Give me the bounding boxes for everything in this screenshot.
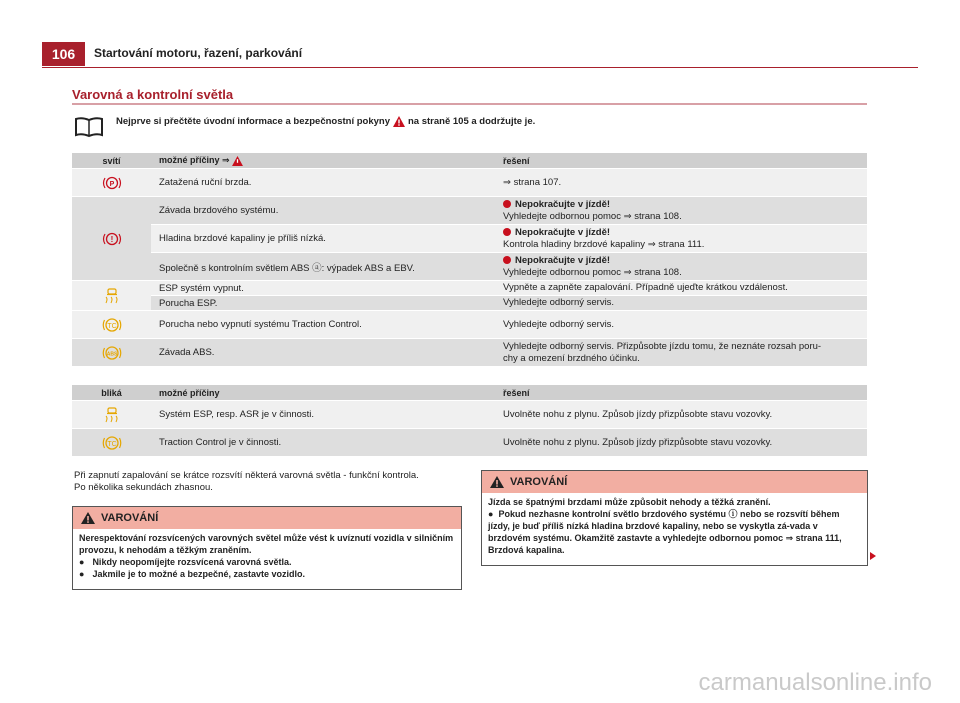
table-row: Hladina brzdové kapaliny je příliš nízká. Nepokračujte v jízdě! Kontrola hladiny brzdové kapaliny ⇒ strana 111.	[151, 225, 867, 253]
continue-arrow-icon	[870, 552, 876, 560]
open-book-icon	[74, 116, 104, 138]
chapter-title: Startování motoru, řazení, parkování	[94, 46, 303, 60]
table-row: ESP systém vypnut. Vypněte a zapněte zapalování. Případně ujeďte krátkou vzdálenost.	[151, 281, 867, 296]
intro-text: Nejprve si přečtěte úvodní informace a bezpečnostní pokyny na straně 105 a dodržujte je.	[116, 116, 536, 127]
warning-triangle-icon	[81, 512, 95, 524]
table-row: Závada brzdového systému. Nepokračujte v jízdě! Vyhledejte odbornou pomoc ⇒ strana 108.	[151, 197, 867, 225]
esp-icon	[103, 287, 121, 305]
stop-icon	[503, 228, 511, 236]
table-row: Společně s kontrolním světlem ABS ⓐ: výpadek ABS a EBV. Nepokračujte v jízdě! Vyhledejte odbornou pomoc ⇒ strana 108.	[151, 253, 867, 281]
traction-control-icon	[102, 317, 122, 333]
header-divider	[42, 67, 918, 68]
table-lights-on	[72, 153, 867, 367]
section-title: Varovná a kontrolní světla	[72, 87, 234, 102]
traction-control-icon	[102, 435, 122, 451]
section-divider	[72, 103, 867, 105]
table-header: bliká možné příčiny řešení	[72, 385, 867, 401]
table-row: Porucha ESP. Vyhledejte odborný servis.	[151, 296, 867, 311]
stop-icon	[503, 256, 511, 264]
warning-triangle-icon	[490, 476, 504, 488]
svg-text:TC: TC	[106, 322, 117, 330]
brake-group	[72, 197, 867, 281]
table-row: ABS Závada ABS. Vyhledejte odborný servis. Přizpůsobte jízdu tomu, že neznáte rozsah poru- chy a omezení brzdného účinku.	[72, 339, 867, 367]
warning-title: VAROVÁNÍ	[101, 512, 159, 524]
body-paragraph: Při zapnutí zapalování se krátce rozsvítí některá varovná světla - funkční kontrola. Po několika sekundách zhasnou.	[74, 470, 419, 493]
table-header: svítí možné příčiny ⇒ řešení	[72, 153, 867, 169]
warning-box-left: VAROVÁNÍ Nerespektování rozsvícených varovných světel může vést k uvíznutí vozidla v silničním provozu, k nehodám a těžkým zraněním. ● Nikdy neopomíjejte rozsvícená varovná světla. ● Jakmile je to možné a bezpečné, zastavte vozidlo.	[72, 506, 462, 590]
table-row: TC Porucha nebo vypnutí systému Traction Control. Vyhledejte odborný servis.	[72, 311, 867, 339]
list-item: ● Pokud nezhasne kontrolní světlo brzdového systému ⓘ nebo se rozsvítí během jízdy, je buď příliš nízká hladina brzdové kapaliny, nebo se vyskytla zá-vada v brzdovém systému. Okamžitě zastavte a vyhledejte odbornou pomoc ⇒ strana 111, Brzdová kapalina.	[488, 509, 842, 555]
list-item: ● Jakmile je to možné a bezpečné, zastavte vozidlo.	[79, 569, 306, 579]
list-item: ● Nikdy neopomíjejte rozsvícená varovná světla.	[79, 557, 292, 567]
stop-icon	[503, 200, 511, 208]
esp-icon	[103, 406, 121, 424]
warning-triangle-icon	[393, 116, 405, 127]
page-number-box	[42, 42, 85, 66]
page-number: 106	[51, 46, 76, 62]
brake-system-icon	[102, 231, 122, 247]
table-row: Systém ESP, resp. ASR je v činnosti. Uvolněte nohu z plynu. Způsob jízdy přizpůsobte stavu vozovky.	[72, 401, 867, 429]
watermark: carmanualsonline.info	[698, 669, 932, 696]
warning-triangle-icon	[232, 156, 243, 166]
parking-brake-icon	[102, 175, 122, 191]
svg-text:TC: TC	[106, 440, 117, 448]
table-row: P Zatažená ruční brzda. ⇒ strana 107.	[72, 169, 867, 197]
abs-icon	[102, 345, 122, 361]
svg-text:!: !	[110, 234, 113, 244]
table-row: TC Traction Control je v činnosti. Uvolněte nohu z plynu. Způsob jízdy přizpůsobte stavu vozovky.	[72, 429, 867, 457]
warning-title: VAROVÁNÍ	[510, 476, 568, 488]
esp-group	[72, 281, 867, 311]
warning-box-right: VAROVÁNÍ Jízda se špatnými brzdami může způsobit nehody a těžká zranění. ● Pokud nezhasne kontrolní světlo brzdového systému ⓘ nebo se rozsvítí během jízdy, je buď příliš nízká hladina brzdové kapaliny, nebo se vyskytla zá-vada v brzdovém systému. Okamžitě zastavte a vyhledejte odbornou pomoc ⇒ strana 111, Brzdová kapalina.	[481, 470, 868, 566]
table-lights-flashing	[72, 385, 867, 457]
svg-text:ABS: ABS	[106, 351, 117, 357]
svg-text:P: P	[109, 180, 114, 188]
